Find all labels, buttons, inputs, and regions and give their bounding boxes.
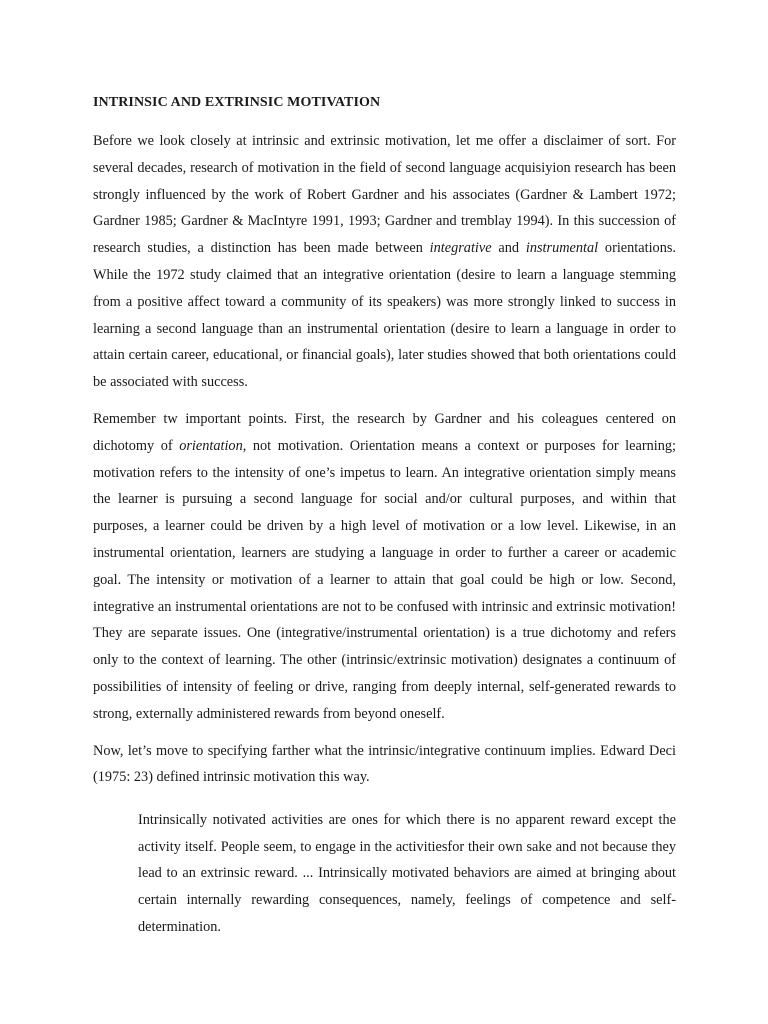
- paragraph-1-text-a: Before we look closely at intrinsic and extrinsic motivation, let me offer a disclaimer of sort. For several decades, research of motivation in the field of second language acquisiyion research has been strongly influenced by the work of Robert Gardner and his associates (Gardner & Lambert 1972; Gardner 1985; Gardner & MacIntyre 1991, 1993; Gardner and tremblay 1994). In this succession of research studies, a distinction has been made between: [93, 133, 676, 257]
- paragraph-1-text-c: orientations. While the 1972 study claimed that an integrative orientation (desire to learn a language stemming from a positive affect toward a community of its speakers) was more strongly linked to success in learning a second language than an instrumental orientation (desire to learn a language in order to attain certain career, educational, or financial goals), later studies showed that both orientations could be associated with success.: [93, 240, 676, 391]
- emphasis-integrative: integrative: [429, 240, 492, 257]
- emphasis-instrumental: instrumental: [525, 240, 599, 257]
- paragraph-2-text-b: , not motivation. Orientation means a context or purposes for learning; motivation refers to the intensity of one’s impetus to learn. An integrative orientation simply means the learner is pursuing a second language for social and/or cultural purposes, and within that purposes, a learner could be driven by a high level of motivation or a low level. Likewise, in an instrumental orientation, learners are studying a language in order to further a career or academic goal. The intensity or motivation of a learner to attain that goal could be high or low. Second, integrative an instrumental orientations are not to be confused with intrinsic and extrinsic motivation! They are separate issues. One (integrative/instrumental orientation) is a true dichotomy and refers only to the context of learning. The other (intrinsic/extrinsic motivation) designates a continuum of possibilities of intensity of feeling or drive, ranging from deeply internal, self-generated rewards to strong, externally administered rewards from beyond oneself.: [93, 437, 676, 722]
- paragraph-2: [93, 406, 676, 728]
- paragraph-3: Now, let’s move to specifying farther what the intrinsic/integrative continuum implies. Edward Deci (1975: 23) defined intrinsic motivation this way.: [93, 742, 676, 786]
- block-quote: Intrinsically notivated activities are ones for which there is no apparent reward except the activity itself. People seem, to engage in the activitiesfor their own sake and not because they lead to an extrinsic reward. ... Intrinsically motivated behaviors are aimed at bringing about certain internally rewarding consequences, namely, feelings of competence and self-determination.: [138, 812, 676, 935]
- document-title: INTRINSIC AND EXTRINSIC MOTIVATION: [93, 95, 381, 110]
- paragraph-1: [93, 128, 676, 396]
- paragraph-1-text-b: and: [491, 240, 526, 257]
- emphasis-orientation: orientation: [179, 437, 243, 454]
- paragraph-2-text-a: Remember tw important points. First, the research by Gardner and his coleagues centered on dichotomy of: [93, 410, 676, 454]
